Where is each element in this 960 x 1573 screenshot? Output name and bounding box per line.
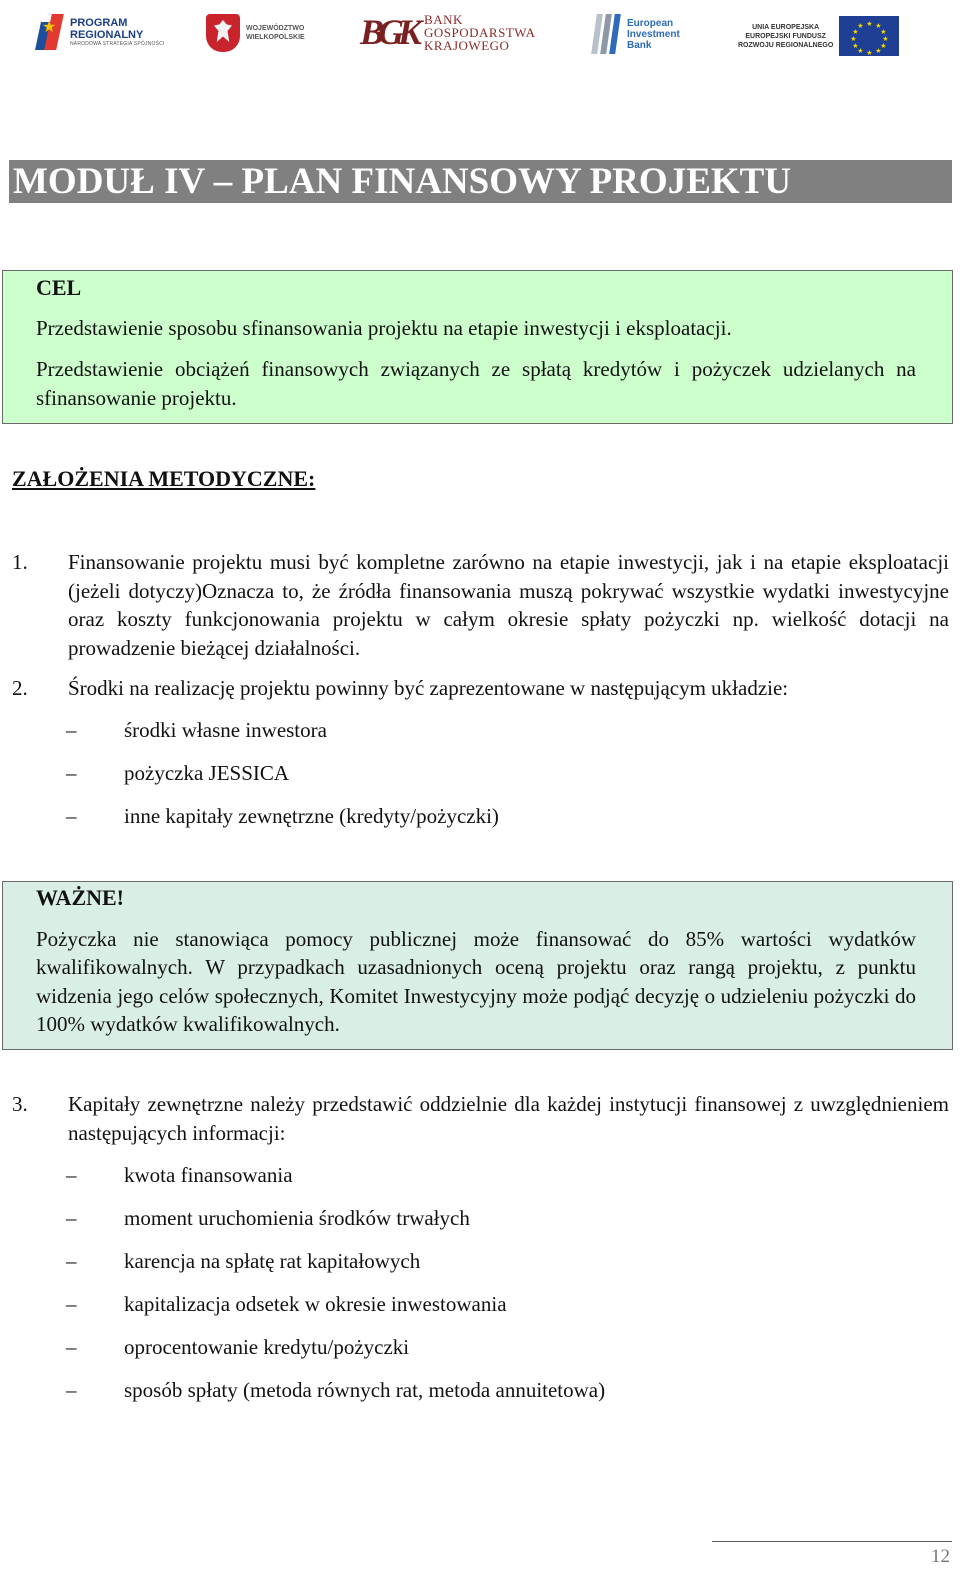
logo-text: ROZWOJU REGIONALNEGO — [738, 41, 834, 49]
list-item — [66, 1290, 605, 1333]
goal-box — [2, 270, 953, 424]
list-item-text: kapitalizacja odsetek w okresie inwestowania — [124, 1292, 507, 1316]
coat-of-arms-icon — [206, 14, 240, 52]
list-item-text: pożyczka JESSICA — [124, 761, 290, 785]
bgk-monogram: BGK — [360, 12, 417, 52]
item-text: Środki na realizację projektu powinny być zaprezentowane w następującym układzie: — [68, 676, 789, 700]
list-item — [66, 802, 499, 845]
important-heading: WAŻNE! — [36, 885, 125, 910]
page-title: MODUŁ IV – PLAN FINANSOWY PROJEKTU — [9, 160, 952, 203]
list-item-text: sposób spłaty (metoda równych rat, metoda annuitetowa) — [124, 1378, 606, 1402]
list-item-text: inne kapitały zewnętrzne (kredyty/pożyczki) — [124, 804, 499, 828]
list-item — [66, 716, 499, 759]
bgk-logo — [360, 12, 536, 52]
item-number: 1. — [12, 550, 28, 574]
list-item-text: moment uruchomienia środków trwałych — [124, 1206, 470, 1230]
eu-flag-icon: ★ ★ ★ ★ ★ ★ ★ ★ ★ ★ ★ ★ — [839, 16, 899, 56]
footer-divider — [712, 1541, 952, 1542]
list-item-text: oprocentowanie kredytu/pożyczki — [124, 1335, 410, 1359]
logo-text: KRAJOWEGO — [424, 37, 510, 53]
dash-bullet: – — [66, 804, 77, 828]
numbered-item-1 — [12, 548, 949, 662]
page-number: 12 — [931, 1546, 950, 1567]
dash-bullet: – — [66, 761, 77, 785]
logo-text: UNIA EUROPEJSKA — [752, 23, 820, 31]
dash-bullet: – — [66, 1163, 77, 1187]
goal-heading: CEL — [36, 275, 82, 300]
list-item — [66, 1376, 605, 1419]
wielkopolska-logo — [206, 14, 305, 52]
important-paragraph: Pożyczka nie stanowiąca pomocy publicznej może finansować do 85% wartości wydatków kwalifikowalnych. W przypadkach uzasadnionych oceną projektu oraz rangą projektu, z punktu widzenia jego celów społecznych, Komitet Inwestycyjny może podjąć decyzję o udzieleniu pożyczki do 100% wydatków kwalifikowalnych. — [36, 926, 916, 1036]
item-text: Finansowanie projektu musi być kompletne zarówno na etapie inwestycji, jak i na etapie eksploatacji (jeżeli dotyczy)Oznacza to, że źródła finansowania muszą pokrywać wszystkie wydatki inwestycyjne oraz koszty funkcjonowania projektu w całym okresie spłaty pożyczki np. wielkość dotacji na prowadzenie bieżącej działalności. — [68, 550, 949, 660]
list-item — [66, 1333, 605, 1376]
dash-bullet: – — [66, 1335, 77, 1359]
list-item — [66, 1204, 605, 1247]
dash-bullet: – — [66, 718, 77, 742]
list-item-text: środki własne inwestora — [124, 718, 327, 742]
goal-paragraph: Przedstawienie sposobu sfinansowania projektu na etapie inwestycji i eksploatacji. — [36, 315, 732, 340]
logo-text: WIELKOPOLSKIE — [246, 34, 305, 41]
dash-bullet: – — [66, 1292, 77, 1316]
numbered-item-2 — [12, 674, 949, 703]
funding-sources-list — [66, 716, 499, 845]
logo-text: EUROPEJSKI FUNDUSZ — [745, 32, 826, 40]
ue-logo — [738, 16, 899, 56]
eib-logo — [594, 14, 680, 54]
program-regionalny-logo — [38, 14, 165, 50]
program-regionalny-icon: ★ — [38, 14, 64, 50]
logo-text: WOJEWÓDZTWO — [246, 25, 305, 32]
logo-text: BANK — [424, 11, 463, 27]
logo-text: Bank — [627, 39, 652, 51]
dash-bullet: – — [66, 1206, 77, 1230]
list-item — [66, 759, 499, 802]
logo-text: REGIONALNY — [70, 28, 144, 41]
dash-bullet: – — [66, 1249, 77, 1273]
external-capital-info-list — [66, 1161, 605, 1419]
list-item — [66, 1161, 605, 1204]
logo-bar — [0, 10, 960, 60]
logo-text: PROGRAM — [70, 16, 128, 29]
section-heading: ZAŁOŻENIA METODYCZNE: — [12, 466, 316, 491]
goal-paragraph: Przedstawienie obciążeń finansowych związanych ze spłatą kredytów i pożyczek udzielanych na sfinansowanie projektu. — [36, 357, 916, 410]
logo-text: NARODOWA STRATEGIA SPÓJNOŚCI — [70, 40, 165, 47]
numbered-item-3 — [12, 1090, 949, 1147]
dash-bullet: – — [66, 1378, 77, 1402]
logo-text: GOSPODARSTWA — [424, 24, 536, 40]
item-number: 2. — [12, 676, 28, 700]
important-box — [2, 881, 953, 1050]
item-text: Kapitały zewnętrzne należy przedstawić oddzielnie dla każdej instytucji finansowej z uwzględnieniem następujących informacji: — [68, 1092, 949, 1145]
logo-text: European — [627, 17, 674, 29]
list-item — [66, 1247, 605, 1290]
list-item-text: karencja na spłatę rat kapitałowych — [124, 1249, 421, 1273]
logo-text: Investment — [627, 28, 680, 40]
list-item-text: kwota finansowania — [124, 1163, 293, 1187]
item-number: 3. — [12, 1092, 28, 1116]
eib-bars-icon — [594, 14, 621, 54]
